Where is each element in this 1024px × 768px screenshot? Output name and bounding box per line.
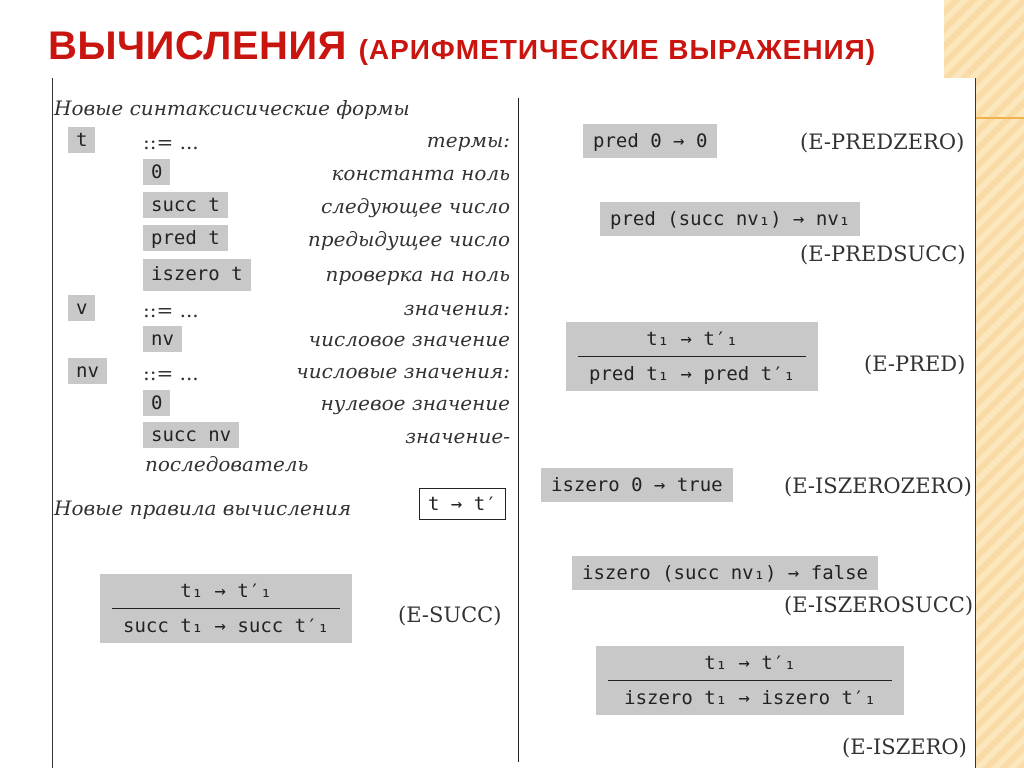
- term-iszero: iszero t: [143, 259, 251, 291]
- term-zero-desc: константа ноль: [331, 161, 510, 185]
- rule-epred: [566, 322, 818, 391]
- title-sub: (АРИФМЕТИЧЕСКИЕ ВЫРАЖЕНИЯ): [358, 34, 877, 65]
- term-t: t: [68, 127, 95, 153]
- title-main: ВЫЧИСЛЕНИЯ: [48, 24, 347, 68]
- rule-eiszero: [596, 646, 904, 715]
- page-title: [48, 24, 876, 69]
- column-divider: [518, 98, 519, 762]
- term-nv-desc: числовое значение: [308, 327, 510, 351]
- rule-epred-conclusion: pred t₁ → pred t′₁: [589, 363, 795, 385]
- term-succ: succ t: [143, 192, 228, 218]
- rule-esucc-conclusion: succ t₁ → succ t′₁: [123, 615, 329, 637]
- rule-iszerozero-expr: iszero 0 → true: [541, 468, 733, 502]
- term-zero: 0: [143, 159, 170, 185]
- rule-eiszero-conclusion: iszero t₁ → iszero t′₁: [624, 687, 876, 709]
- term-pred-desc: предыдущее число: [307, 227, 510, 251]
- rule-iszerosucc-name: (E-ISZEROSUCC): [784, 593, 974, 617]
- rule-esucc: [100, 574, 352, 643]
- term-v: v: [68, 295, 95, 321]
- term-t-desc: термы:: [426, 128, 510, 152]
- term-nv2: nv: [68, 358, 107, 384]
- term-pred: pred t: [143, 225, 228, 251]
- term-zero2-desc: нулевое значение: [320, 391, 510, 415]
- term-iszero-desc: проверка на ноль: [325, 262, 510, 286]
- decorative-line: [975, 117, 1024, 119]
- term-succnv: succ nv: [143, 422, 239, 448]
- rule-epred-name: (E-PRED): [864, 352, 966, 376]
- rule-iszerozero-name: (E-ISZEROZERO): [784, 474, 972, 498]
- define-v: ::= ...: [143, 298, 199, 322]
- rule-iszerosucc-expr: iszero (succ nv₁) → false: [572, 556, 878, 590]
- syntax-header: Новые синтаксисические формы: [54, 96, 410, 120]
- rules-header: Новые правила вычисления: [54, 496, 352, 520]
- term-nv: nv: [143, 326, 182, 352]
- rule-predsucc-expr: pred (succ nv₁) → nv₁: [600, 202, 860, 236]
- rule-predsucc-name: (E-PREDSUCC): [800, 242, 966, 266]
- term-succnv-desc-cont: последователь: [145, 452, 309, 476]
- rule-predzero-name: (E-PREDZERO): [800, 130, 965, 154]
- term-succ-desc: следующее число: [320, 194, 510, 218]
- rules-box: t → t′: [419, 488, 506, 520]
- define-nv: ::= ...: [143, 361, 199, 385]
- define-t: ::= ...: [143, 130, 199, 154]
- term-nv2-desc: числовые значения:: [296, 359, 510, 383]
- term-succnv-desc: значение-: [405, 424, 510, 448]
- rule-eiszero-name: (E-ISZERO): [842, 735, 967, 759]
- rule-epred-premise: t₁ → t′₁: [578, 328, 806, 357]
- term-zero2: 0: [143, 390, 170, 416]
- rule-eiszero-premise: t₁ → t′₁: [608, 652, 892, 681]
- rule-esucc-name: (E-SUCC): [398, 603, 502, 627]
- rule-predzero-expr: pred 0 → 0: [583, 124, 717, 158]
- term-v-desc: значения:: [403, 296, 510, 320]
- rule-esucc-premise: t₁ → t′₁: [112, 580, 340, 609]
